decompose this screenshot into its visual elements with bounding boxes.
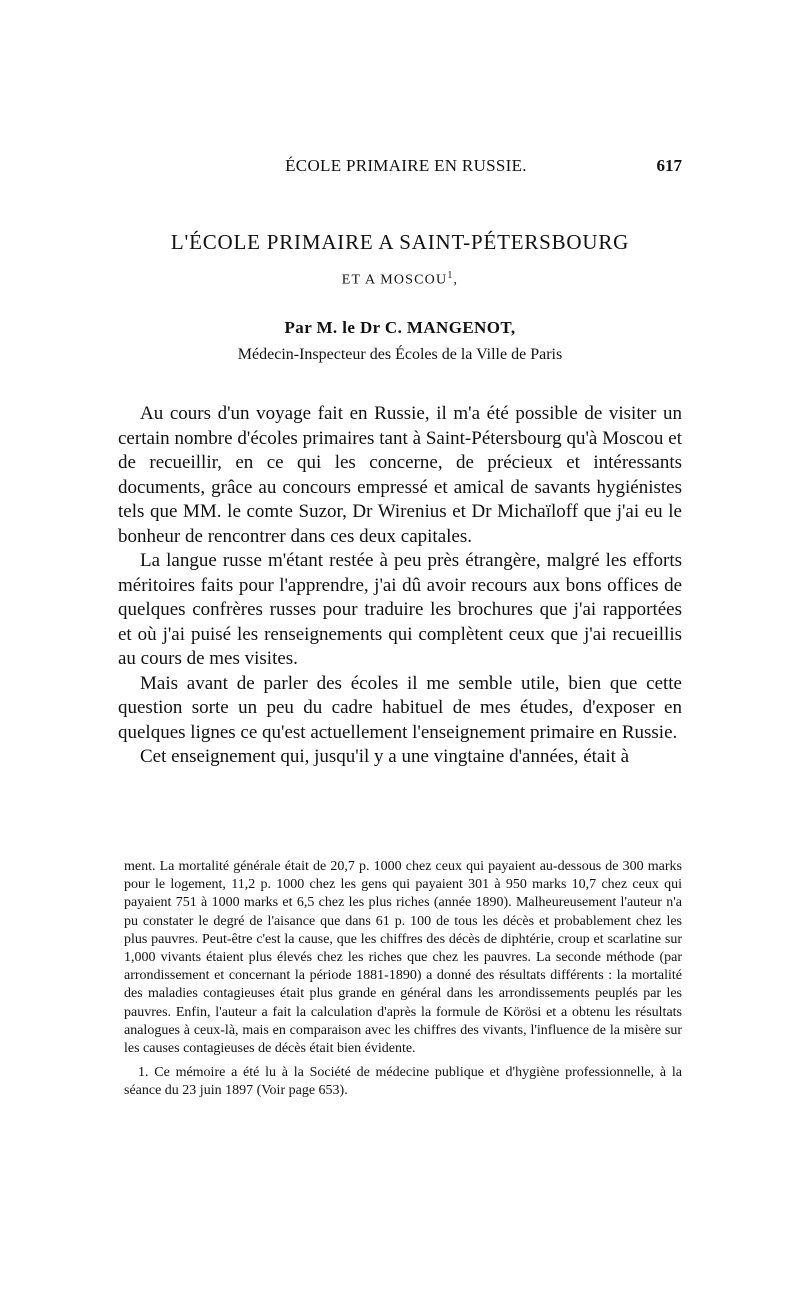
- footnotes: [124, 858, 682, 1101]
- paragraph-3: Mais avant de parler des écoles il me semble utile, bien que cette question sorte un peu du cadre habituel de mes études, d'exposer en quelques lignes ce qu'est actuellement l'enseignement primaire en Russie.: [118, 672, 682, 743]
- paragraph-4: Cet enseignement qui, jusqu'il y a une vingtaine d'années, était à: [140, 746, 630, 767]
- page-number: 617: [656, 156, 682, 175]
- subtitle-text: ET A MOSCOU: [341, 272, 448, 288]
- running-head: [130, 156, 682, 176]
- footnote-ref-1: 1: [447, 270, 454, 281]
- footnote-1: 1. Ce mémoire a été lu à la Société de médecine publique et d'hygiène professionnelle, à la séance du 23 juin 1897 (Voir page 653).: [124, 1065, 682, 1099]
- article-title: L'ÉCOLE PRIMAIRE A SAINT-PÉTERSBOURG: [170, 230, 630, 254]
- footnote-continuation: ment. La mortalité générale était de 20,7 p. 1000 chez ceux qui payaient au-dessous de 300 marks pour le logement, 11,2 p. 1000 chez les gens qui payaient 301 à 950 marks 10,7 chez ceux qui payaient 751 à 1000 marks et 6,5 chez les plus riches (année 1890). Malheureusement l'auteur n'a pu constater le degré de l'aisance que dans 61 p. 100 de tous les décès et probablement chez les plus pauvres. Peut-être c'est la cause, que les chiffres des décès de diphtérie, croup et scarlatine sur 1,000 vivants étaient plus élevés chez les riches que chez les pauvres. La seconde méthode (par arrondissement et concernant la période 1881-1890) a donné des résultats différents : la mortalité des maladies contagieuses était plus grande en général dans les arrondissements peuplés par les pauvres. Enfin, l'auteur a fait la calculation d'après la formule de Körösi et a obtenu les résultats analogues à ceux-là, mais en comparaison avec les chiffres des vivants, l'influence de la misère sur les causes contagieuses de décès était bien évidente.: [124, 859, 682, 1057]
- author-affiliation: Médecin-Inspecteur des Écoles de la Ville de Paris: [237, 346, 563, 363]
- body-text: [118, 402, 682, 770]
- paragraph-2: La langue russe m'étant restée à peu près étrangère, malgré les efforts méritoires faits pour l'apprendre, j'ai dû avoir recours aux bons offices de quelques confrères russes pour traduire les brochures que j'ai rapportées et où j'ai puisé les renseignements qui complètent ceux que j'ai recueillis au cours de mes visites.: [118, 550, 682, 669]
- subtitle-punct: ,: [453, 272, 459, 288]
- byline: Par M. le Dr C. MANGENOT,: [284, 318, 516, 337]
- article-subtitle: [118, 270, 682, 289]
- running-title: ÉCOLE PRIMAIRE EN RUSSIE.: [285, 156, 527, 175]
- paragraph-1: Au cours d'un voyage fait en Russie, il m'a été possible de visiter un certain nombre d'écoles primaires tant à Saint-Pétersbourg qu'à Moscou et de recueillir, en ce qui les concerne, de précieux et intéressants documents, grâce au concours empressé et amical de savants hygiénistes tels que MM. le comte Suzor, Dr Wirenius et Dr Michaïloff que j'ai eu le bonheur de rencontrer dans ces deux capitales.: [118, 403, 682, 547]
